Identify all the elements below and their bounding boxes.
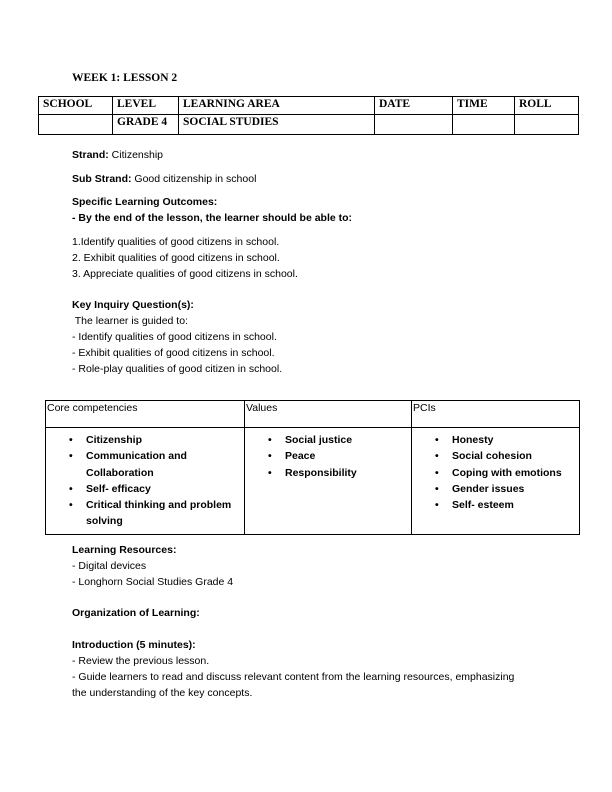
strand-label: Strand: [72,149,109,161]
sub-strand-line [72,171,256,187]
learning-area-header: LEARNING AREA [179,97,375,115]
competencies-header-row [46,401,580,428]
introduction-heading: Introduction (5 minutes): [72,639,196,651]
inquiry-item: - Exhibit qualities of good citizens in school. [72,347,275,359]
sub-strand-label: Sub Strand: [72,173,132,185]
level-header: LEVEL [113,97,179,115]
inquiry-section [72,297,282,377]
list-item: • Social cohesion [452,448,579,464]
lesson-info-header-row [39,97,579,115]
list-item: • Responsibility [285,465,411,481]
introduction-line: the understanding of the key concepts. [72,687,253,699]
outcome-item: 2. Exhibit qualities of good citizens in school. [72,252,280,264]
list-item: • Peace [285,448,411,464]
list-item: • Critical thinking and problem solving [86,497,244,530]
competencies-body-row [46,428,580,535]
time-value [453,115,515,135]
resources-heading: Learning Resources: [72,544,177,556]
inquiry-intro: The learner is guided to: [72,315,188,327]
competencies-table [45,400,580,535]
strand-line [72,147,163,163]
sub-strand-value: Good citizenship in school [131,173,257,185]
resources-section [72,542,233,590]
outcomes-list [72,234,298,282]
list-item: • Citizenship [86,432,244,448]
date-header: DATE [375,97,453,115]
outcome-item: 1.Identify qualities of good citizens in school. [72,236,280,248]
outcome-item: 3. Appreciate qualities of good citizens in school. [72,268,298,280]
lesson-title: WEEK 1: LESSON 2 [72,72,178,84]
inquiry-item: - Role-play qualities of good citizen in school. [72,363,283,375]
school-value [39,115,113,135]
outcomes-section [72,194,352,226]
level-value: GRADE 4 [113,115,179,135]
list-item: • Self- esteem [452,497,579,513]
core-competencies-list [46,432,244,530]
organization-heading [72,605,200,621]
roll-header: ROLL [515,97,579,115]
outcomes-intro: - By the end of the lesson, the learner should be able to: [72,212,353,224]
pcis-cell [412,428,580,535]
organization-heading-text: Organization of Learning: [72,607,200,619]
learning-area-value: SOCIAL STUDIES [179,115,375,135]
lesson-info-table [38,96,579,135]
pcis-list [412,432,579,513]
core-competencies-cell [46,428,245,535]
list-item: • Communication and Collaboration [86,448,244,481]
introduction-line: - Guide learners to read and discuss relevant content from the learning resources, emphasizing [72,671,515,683]
introduction-section [72,637,514,701]
list-item: • Social justice [285,432,411,448]
strand-value: Citizenship [108,149,164,161]
outcomes-heading: Specific Learning Outcomes: [72,196,218,208]
roll-value [515,115,579,135]
school-header: SCHOOL [39,97,113,115]
values-cell [245,428,412,535]
inquiry-heading: Key Inquiry Question(s): [72,299,194,311]
values-header: Values [245,401,412,428]
list-item: • Honesty [452,432,579,448]
resource-item: - Longhorn Social Studies Grade 4 [72,576,234,588]
values-list [245,432,411,481]
date-value [375,115,453,135]
resource-item: - Digital devices [72,560,147,572]
pcis-header: PCIs [412,401,580,428]
time-header: TIME [453,97,515,115]
list-item: • Gender issues [452,481,579,497]
introduction-line: - Review the previous lesson. [72,655,210,667]
inquiry-item: - Identify qualities of good citizens in school. [72,331,277,343]
list-item: • Self- efficacy [86,481,244,497]
core-competencies-header: Core competencies [46,401,245,428]
lesson-info-value-row [39,115,579,135]
list-item: • Coping with emotions [452,465,579,481]
